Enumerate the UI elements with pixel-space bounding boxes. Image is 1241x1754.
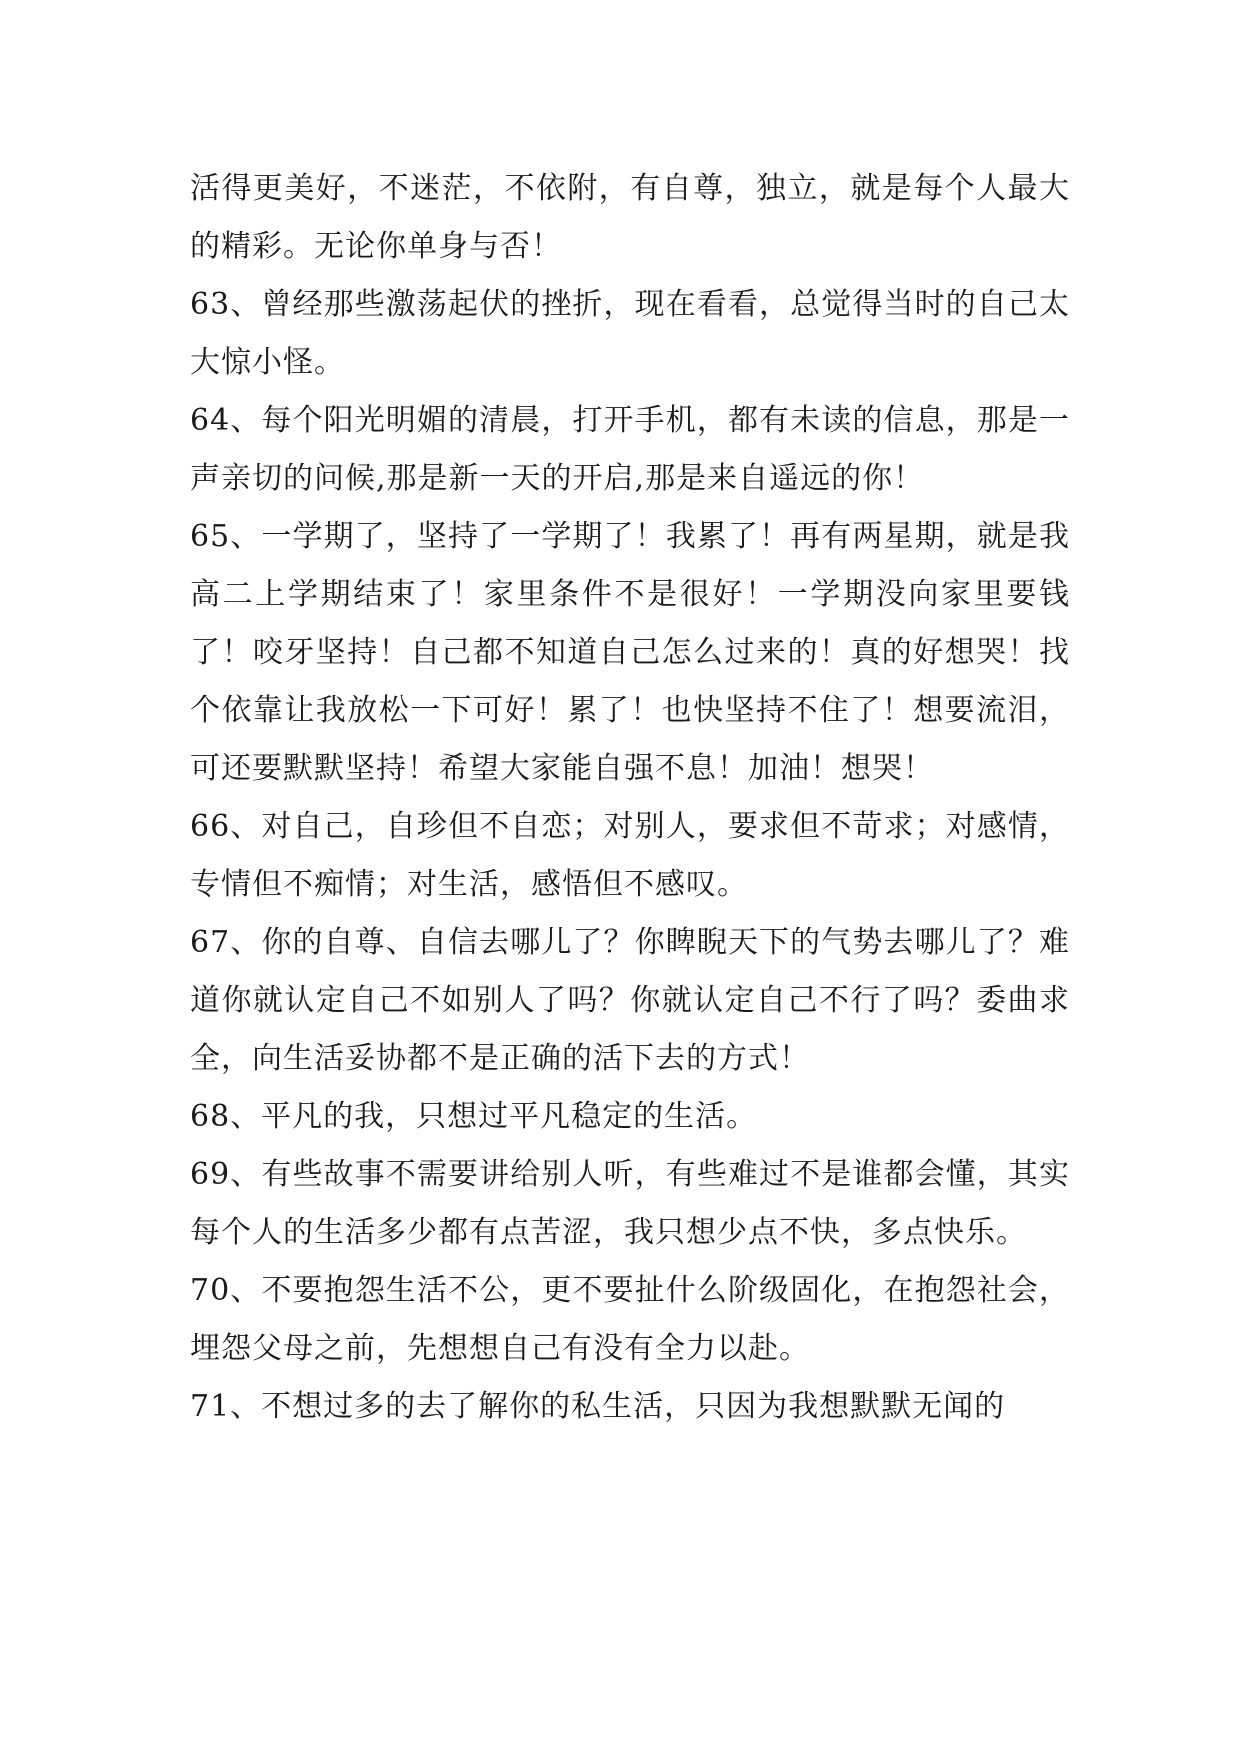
- paragraph-68: 68、平凡的我，只想过平凡稳定的生活。: [190, 1099, 758, 1134]
- paragraph-63: 63、曾经那些激荡起伏的挫折，现在看看，总觉得当时的自己太大惊小怪。: [190, 287, 1070, 380]
- paragraph-64: 64、每个阳光明媚的清晨，打开手机，都有未读的信息，那是一声亲切的问候,那是新一天的开启,那是来自遥远的你！: [190, 403, 1070, 496]
- paragraph-69: 69、有些故事不需要讲给别人听，有些难过不是谁都会懂，其实每个人的生活多少都有点苦涩，我只想少点不快，多点快乐。: [190, 1157, 1070, 1250]
- paragraph-65: 65、一学期了，坚持了一学期了！我累了！再有两星期，就是我高二上学期结束了！家里条件不是很好！一学期没向家里要钱了！咬牙坚持！自己都不知道自己怎么过来的！真的好想哭！找个依靠让我放松一下可好！累了！也快坚持不住了！想要流泪，可还要默默坚持！希望大家能自强不息！加油！想哭！: [190, 519, 1070, 786]
- paragraph-70: 70、不要抱怨生活不公，更不要扯什么阶级固化，在抱怨社会，埋怨父母之前，先想想自己有没有全力以赴。: [190, 1273, 1070, 1366]
- paragraph-66: 66、对自己，自珍但不自恋；对别人，要求但不苛求；对感情，专情但不痴情；对生活，感悟但不感叹。: [190, 809, 1070, 902]
- paragraph-71: 71、不想过多的去了解你的私生活，只因为我想默默无闻的: [190, 1389, 1006, 1424]
- paragraph-62-continued: 活得更美好，不迷茫，不依附，有自尊，独立，就是每个人最大的精彩。无论你单身与否！: [190, 171, 1070, 264]
- document-body: [190, 160, 1070, 1436]
- paragraph-67: 67、你的自尊、自信去哪儿了？你睥睨天下的气势去哪儿了？难道你就认定自己不如别人了吗？你就认定自己不行了吗？委曲求全，向生活妥协都不是正确的活下去的方式！: [190, 925, 1070, 1076]
